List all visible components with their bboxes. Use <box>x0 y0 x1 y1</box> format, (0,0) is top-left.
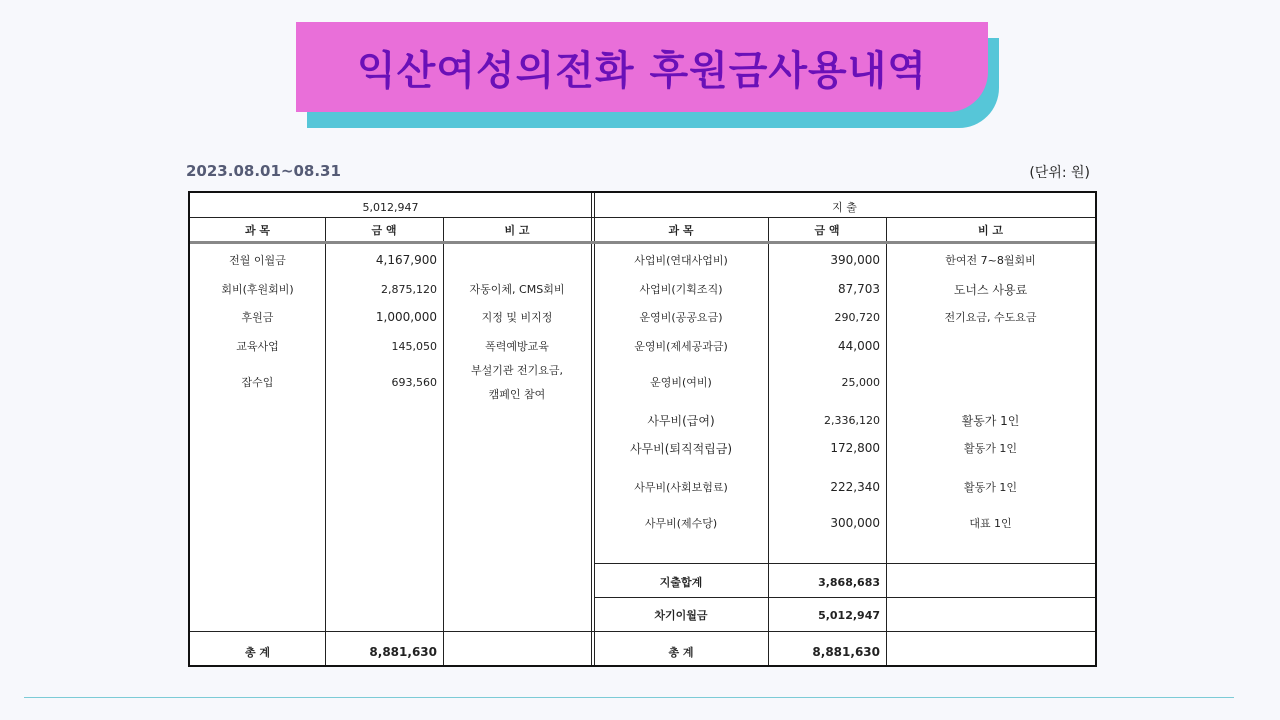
expense-total-amount: 8,881,630 <box>812 645 880 659</box>
expense-row-note: 활동가 1인 <box>964 481 1017 494</box>
income-row-amount: 4,167,900 <box>375 253 437 267</box>
expense-row-note: 도너스 사용료 <box>953 282 1028 297</box>
expense-row-amount: 172,800 <box>830 441 880 455</box>
income-col-amount: 금 액 <box>371 224 397 237</box>
expense-row-note: 활동가 1인 <box>961 413 1020 428</box>
income-row-amount: 2,875,120 <box>381 282 437 296</box>
header-divider <box>190 241 1095 244</box>
expense-subtotal-amount: 3,868,683 <box>818 575 880 589</box>
income-row-amount: 693,560 <box>391 375 437 389</box>
expense-row-note <box>886 371 1095 393</box>
expense-row-subject: 사업비(연대사업비) <box>634 254 728 267</box>
expense-row-subject: 사무비(퇴직적립금) <box>629 441 733 456</box>
income-row-subject: 회비(후원회비) <box>221 283 294 296</box>
footer-divider <box>24 697 1234 698</box>
income-row-subject: 후원금 <box>241 311 274 324</box>
expense-row-amount: 300,000 <box>830 516 880 530</box>
grid-line <box>591 193 592 665</box>
expense-total-label: 총 계 <box>668 646 694 659</box>
expense-row-amount: 222,340 <box>830 480 880 494</box>
expense-row-subject: 사무비(사회보험료) <box>634 481 728 494</box>
income-row-note: 부설기관 전기요금, <box>470 364 563 377</box>
expense-row-note: 활동가 1인 <box>964 442 1017 455</box>
income-row-note: 자동이체, CMS회비 <box>469 283 565 296</box>
carryover-amount: 5,012,947 <box>818 608 880 622</box>
expense-row-amount: 87,703 <box>838 282 880 296</box>
income-row-note-line2: 캠페인 참여 <box>488 388 546 401</box>
expense-col-subject: 과 목 <box>668 224 694 237</box>
expense-row-subject: 운영비(제세공과금) <box>634 340 728 353</box>
income-row-note: 폭력예방교육 <box>485 340 549 353</box>
income-row-subject: 잡수입 <box>241 376 274 389</box>
income-row-subject: 전월 이월금 <box>229 254 286 267</box>
income-total-amount: 8,881,630 <box>369 645 437 659</box>
expense-row-note <box>886 335 1095 357</box>
income-row-note: 지정 및 비지정 <box>481 311 553 324</box>
expense-row-subject: 사업비(기획조직) <box>639 283 723 296</box>
income-header: 5,012,947 <box>362 200 419 214</box>
carryover-label: 차기이월금 <box>654 609 708 622</box>
income-col-note: 비 고 <box>504 224 530 237</box>
expense-row-note: 대표 1인 <box>969 517 1012 530</box>
grid-line <box>190 217 1095 218</box>
grid-line <box>594 597 1095 598</box>
expense-row-amount: 2,336,120 <box>824 413 880 427</box>
income-col-subject: 과 목 <box>244 224 271 237</box>
income-total-label: 총 계 <box>244 646 271 659</box>
expense-col-note: 비 고 <box>977 224 1004 237</box>
income-row-amount: 145,050 <box>391 339 437 353</box>
page-title: 익산여성의전화 후원금사용내역 <box>296 22 988 112</box>
expense-row-note: 한여전 7~8월회비 <box>945 254 1036 267</box>
expense-row-subject: 사무비(제수당) <box>644 517 718 530</box>
expense-row-note: 전기요금, 수도요금 <box>944 311 1037 324</box>
expense-row-amount: 44,000 <box>838 339 880 353</box>
expense-header: 지 출 <box>832 201 857 214</box>
income-row-note <box>443 249 591 271</box>
expense-row-amount: 25,000 <box>841 375 880 389</box>
expense-row-subject: 운영비(공공요금) <box>639 311 723 324</box>
expense-row-amount: 390,000 <box>830 253 880 267</box>
unit-label: (단위: 원) <box>1029 165 1090 181</box>
income-row-subject: 교육사업 <box>236 340 279 353</box>
expense-row-amount: 290,720 <box>834 310 880 324</box>
grid-line <box>594 563 1095 564</box>
income-row-amount: 1,000,000 <box>375 310 437 324</box>
period-label: 2023.08.01~08.31 <box>186 162 341 180</box>
expense-row-subject: 운영비(여비) <box>650 376 712 389</box>
grid-line <box>190 631 1095 632</box>
expense-col-amount: 금 액 <box>814 224 840 237</box>
expense-row-subject: 사무비(급여) <box>647 413 715 428</box>
ledger-table <box>188 191 1097 667</box>
expense-subtotal-label: 지출합계 <box>659 576 703 589</box>
